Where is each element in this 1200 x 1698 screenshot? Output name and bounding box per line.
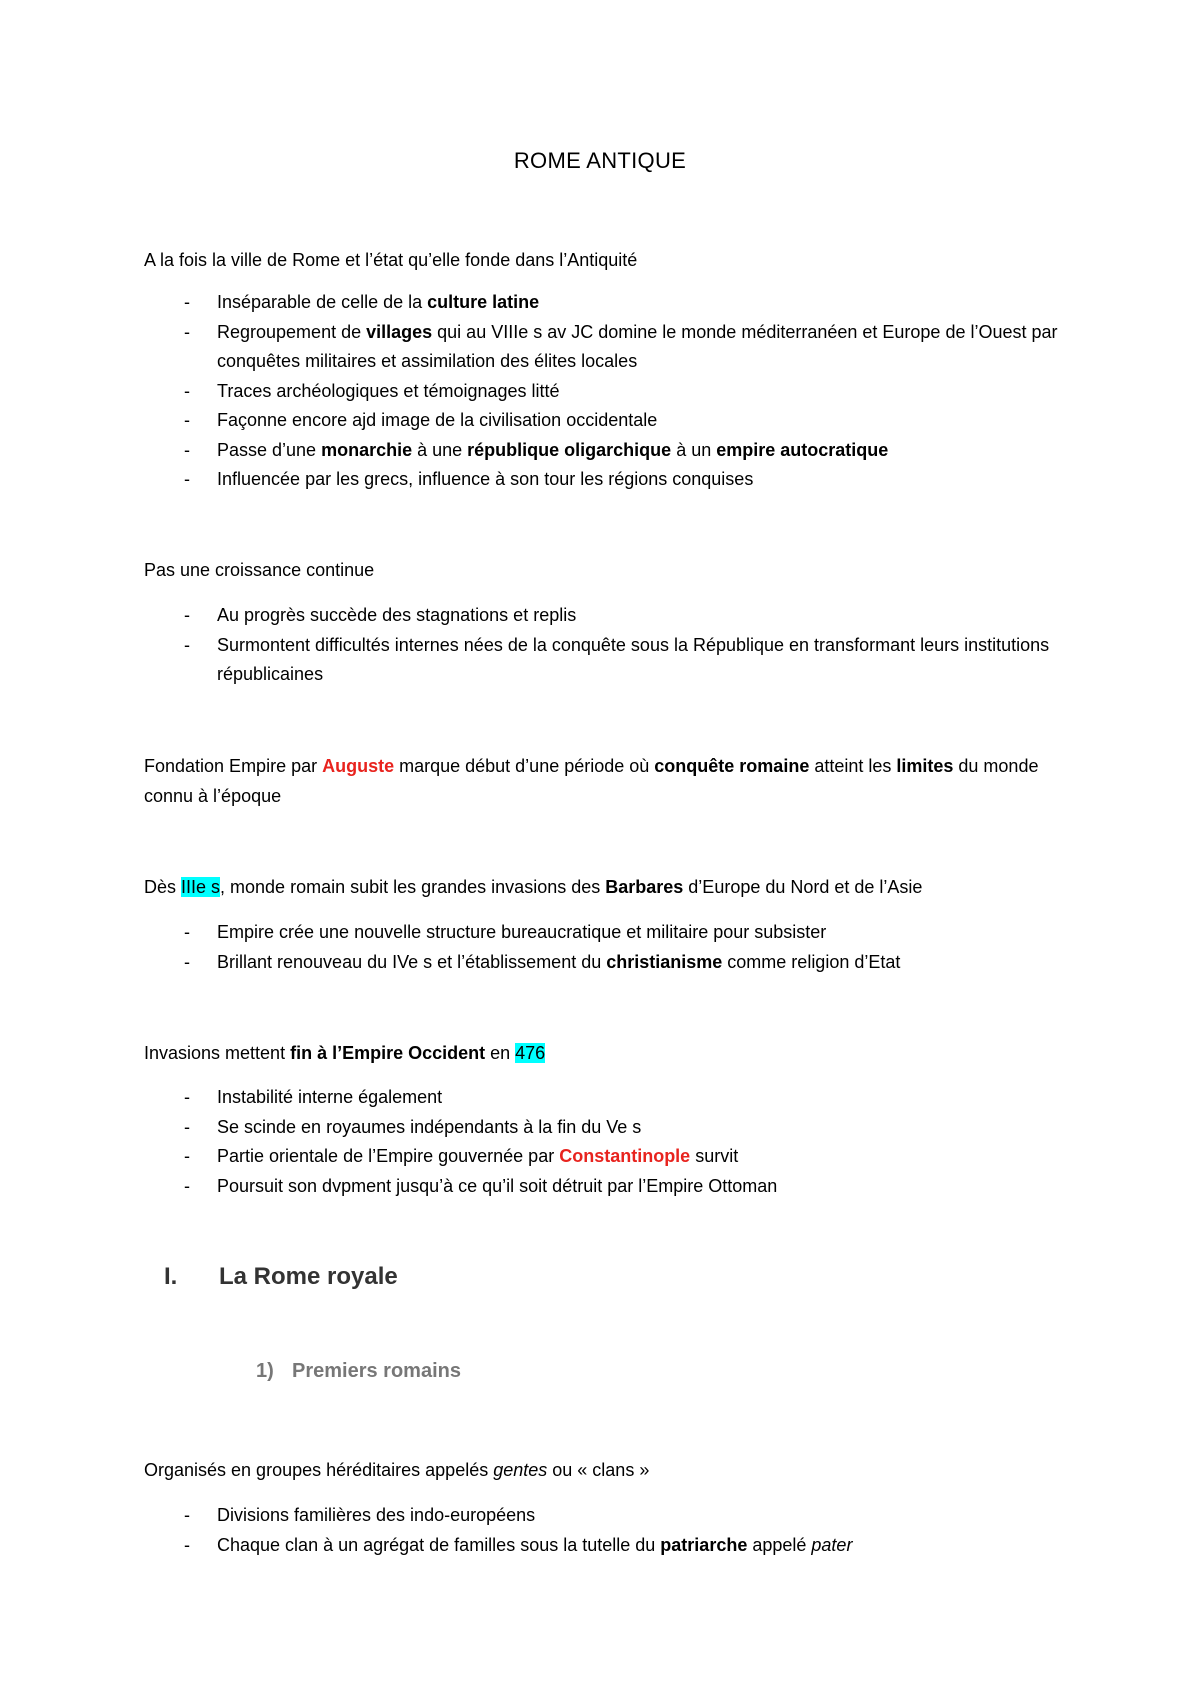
invasions-list xyxy=(144,918,1074,977)
intro-paragraph: A la fois la ville de Rome et l’état qu’elle fonde dans l’Antiquité xyxy=(144,250,638,270)
end-list xyxy=(144,1083,1074,1201)
list-item: - Partie orientale de l’Empire gouvernée par Constantinople survit xyxy=(144,1142,1074,1172)
foundation-paragraph: Fondation Empire par Auguste marque début d’une période où conquête romaine atteint les limites du monde connu à l’époque xyxy=(144,756,1039,806)
list-item: - Empire crée une nouvelle structure bureaucratique et militaire pour subsister xyxy=(144,918,1074,948)
list-item: - Instabilité interne également xyxy=(144,1083,1074,1113)
invasions-paragraph: Dès IIIe s, monde romain subit les grandes invasions des Barbares d’Europe du Nord et de l’Asie xyxy=(144,877,923,897)
growth-paragraph: Pas une croissance continue xyxy=(144,560,375,580)
intro-list xyxy=(144,288,1074,495)
subsection-heading: 1) Premiers romains xyxy=(256,1360,461,1382)
list-item: - Inséparable de celle de la culture latine xyxy=(144,288,1074,318)
auguste-term: Auguste xyxy=(322,756,395,776)
highlight-century: IIIe s xyxy=(181,877,221,897)
list-item: - Surmontent difficultés internes nées de la conquête sous la République en transformant leurs institutions républicaines xyxy=(144,631,1074,690)
list-item: - Traces archéologiques et témoignages litté xyxy=(144,377,1074,407)
document-title: ROME ANTIQUE xyxy=(513,148,687,173)
clans-paragraph: Organisés en groupes héréditaires appelés gentes ou « clans » xyxy=(144,1460,650,1480)
clans-list xyxy=(144,1501,1074,1560)
list-item: - Au progrès succède des stagnations et replis xyxy=(144,601,1074,631)
list-item: - Passe d’une monarchie à une république oligarchique à un empire autocratique xyxy=(144,436,1074,466)
section-heading: I. La Rome royale xyxy=(164,1263,398,1290)
list-item: - Chaque clan à un agrégat de familles sous la tutelle du patriarche appelé pater xyxy=(144,1531,1074,1561)
list-item: - Brillant renouveau du IVe s et l’établissement du christianisme comme religion d’Etat xyxy=(144,948,1074,978)
list-item: - Façonne encore ajd image de la civilisation occidentale xyxy=(144,406,1074,436)
list-item: - Influencée par les grecs, influence à son tour les régions conquises xyxy=(144,465,1074,495)
list-item: - Divisions familières des indo-européens xyxy=(144,1501,1074,1531)
end-paragraph: Invasions mettent fin à l’Empire Occident en 476 xyxy=(144,1043,546,1063)
constantinople-term: Constantinople xyxy=(559,1146,691,1166)
list-item: - Se scinde en royaumes indépendants à la fin du Ve s xyxy=(144,1113,1074,1143)
list-item: - Regroupement de villages qui au VIIIe s av JC domine le monde méditerranéen et Europe de l’Ouest par conquêtes militaires et assimilation des élites locales xyxy=(144,318,1074,377)
highlight-year: 476 xyxy=(515,1043,546,1063)
list-item: - Poursuit son dvpment jusqu’à ce qu’il soit détruit par l’Empire Ottoman xyxy=(144,1172,1074,1202)
growth-list xyxy=(144,601,1074,690)
